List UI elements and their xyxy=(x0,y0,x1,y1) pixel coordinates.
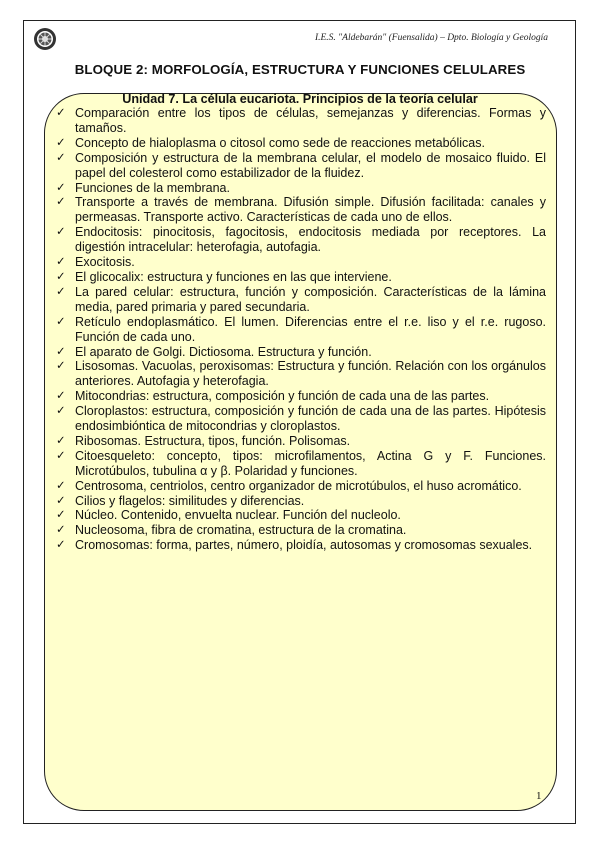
list-item xyxy=(56,404,546,434)
list-item xyxy=(56,359,546,389)
topic-text: Comparación entre los tipos de células, semejanzas y diferencias. Formas y tamaños. xyxy=(75,106,546,135)
checkmark-icon: ✓ xyxy=(56,405,66,418)
checkmark-icon: ✓ xyxy=(56,270,66,283)
block-title: BLOQUE 2: MORFOLOGÍA, ESTRUCTURA Y FUNCIONES CELULARES xyxy=(74,62,526,77)
page-number: 1 xyxy=(536,790,542,802)
checkmark-icon: ✓ xyxy=(56,390,66,403)
checkmark-icon: ✓ xyxy=(56,256,66,269)
list-item xyxy=(56,151,546,181)
list-item xyxy=(56,181,546,196)
topic-text: Cromosomas: forma, partes, número, ploidía, autosomas y cromosomas sexuales. xyxy=(75,538,533,553)
topic-text: Endocitosis: pinocitosis, fagocitosis, endocitosis mediada por receptores. La digestión intracelular: heterofagia, autofagia. xyxy=(75,225,546,255)
topic-list xyxy=(56,106,546,553)
list-item xyxy=(56,315,546,345)
checkmark-icon: ✓ xyxy=(56,226,66,239)
topic-text: Composición y estructura de la membrana celular, el modelo de mosaico fluido. El papel del colesterol como estabilizador de la fluidez. xyxy=(75,150,546,180)
checkmark-icon: ✓ xyxy=(56,196,66,209)
list-item xyxy=(56,255,546,270)
topic-text: Cloroplastos: estructura, composición y función de cada una de las partes. Hipótesis endosimbióntica de mitocondrias y cloroplastos. xyxy=(75,404,546,434)
topic-text: Cilios y flagelos: similitudes y diferencias. xyxy=(75,493,305,508)
list-item xyxy=(56,538,546,553)
unit-title: Unidad 7. La célula eucariota. Principios de la teoría celular xyxy=(122,92,478,106)
checkmark-icon: ✓ xyxy=(56,494,66,507)
topic-text: Centrosoma, centriolos, centro organizador de microtúbulos, el huso acromático. xyxy=(75,478,522,493)
checkmark-icon: ✓ xyxy=(56,539,66,552)
checkmark-icon: ✓ xyxy=(56,449,66,462)
checkmark-icon: ✓ xyxy=(56,509,66,522)
list-item xyxy=(56,136,546,151)
list-item xyxy=(56,345,546,360)
checkmark-icon: ✓ xyxy=(56,181,66,194)
list-item xyxy=(56,494,546,509)
list-item xyxy=(56,270,546,285)
checkmark-icon: ✓ xyxy=(56,151,66,164)
list-item xyxy=(56,434,546,449)
checkmark-icon: ✓ xyxy=(56,360,66,373)
checkmark-icon: ✓ xyxy=(56,524,66,537)
list-item xyxy=(56,449,546,479)
checkmark-icon: ✓ xyxy=(56,479,66,492)
checkmark-icon: ✓ xyxy=(56,434,66,447)
topic-text: Exocitosis. xyxy=(75,255,135,270)
topic-text: La pared celular: estructura, función y composición. Características de la lámina media, pared primaria y pared secundaria. xyxy=(75,284,546,314)
list-item xyxy=(56,195,546,225)
list-item xyxy=(56,225,546,255)
list-item xyxy=(56,508,546,523)
topic-text: Núcleo. Contenido, envuelta nuclear. Función del nucleolo. xyxy=(75,508,401,523)
checkmark-icon: ✓ xyxy=(56,136,66,149)
topic-text: Ribosomas. Estructura, tipos, función. Polisomas. xyxy=(75,433,351,448)
checkmark-icon: ✓ xyxy=(56,315,66,328)
list-item xyxy=(56,479,546,494)
checkmark-icon: ✓ xyxy=(56,285,66,298)
list-item xyxy=(56,523,546,538)
topic-text: El glicocalix: estructura y funciones en las que interviene. xyxy=(75,269,392,284)
topic-text: Nucleosoma, fibra de cromatina, estructura de la cromatina. xyxy=(75,523,407,538)
topic-text: Mitocondrias: estructura, composición y función de cada una de las partes. xyxy=(75,389,490,404)
topic-text: Funciones de la membrana. xyxy=(75,180,230,195)
topic-text: Citoesqueleto: concepto, tipos: microfilamentos, Actina G y F. Funciones. Microtúbulos, tubulina α y β. Polaridad y funciones. xyxy=(75,448,546,478)
checkmark-icon: ✓ xyxy=(56,107,66,119)
topic-text: Lisosomas. Vacuolas, peroxisomas: Estructura y función. Relación con los orgánulos anteriores. Autofagia y heterofagia. xyxy=(75,359,546,389)
institution-header: I.E.S. "Aldebarán" (Fuensalida) – Dpto. Biología y Geología xyxy=(314,33,548,43)
topic-text: Transporte a través de membrana. Difusión simple. Difusión facilitada: canales y permeasas. Transporte activo. Características de cada uno de ellos. xyxy=(75,195,546,225)
topic-text: Concepto de hialoplasma o citosol como sede de reacciones metabólicas. xyxy=(75,135,485,150)
topic-text: El aparato de Golgi. Dictiosoma. Estructura y función. xyxy=(75,344,372,359)
list-item xyxy=(56,285,546,315)
school-emblem-icon xyxy=(33,27,57,51)
list-item xyxy=(56,389,546,404)
topic-text: Retículo endoplasmático. El lumen. Diferencias entre el r.e. liso y el r.e. rugoso. Función de cada uno. xyxy=(75,314,546,344)
list-item xyxy=(56,106,546,136)
checkmark-icon: ✓ xyxy=(56,345,66,358)
